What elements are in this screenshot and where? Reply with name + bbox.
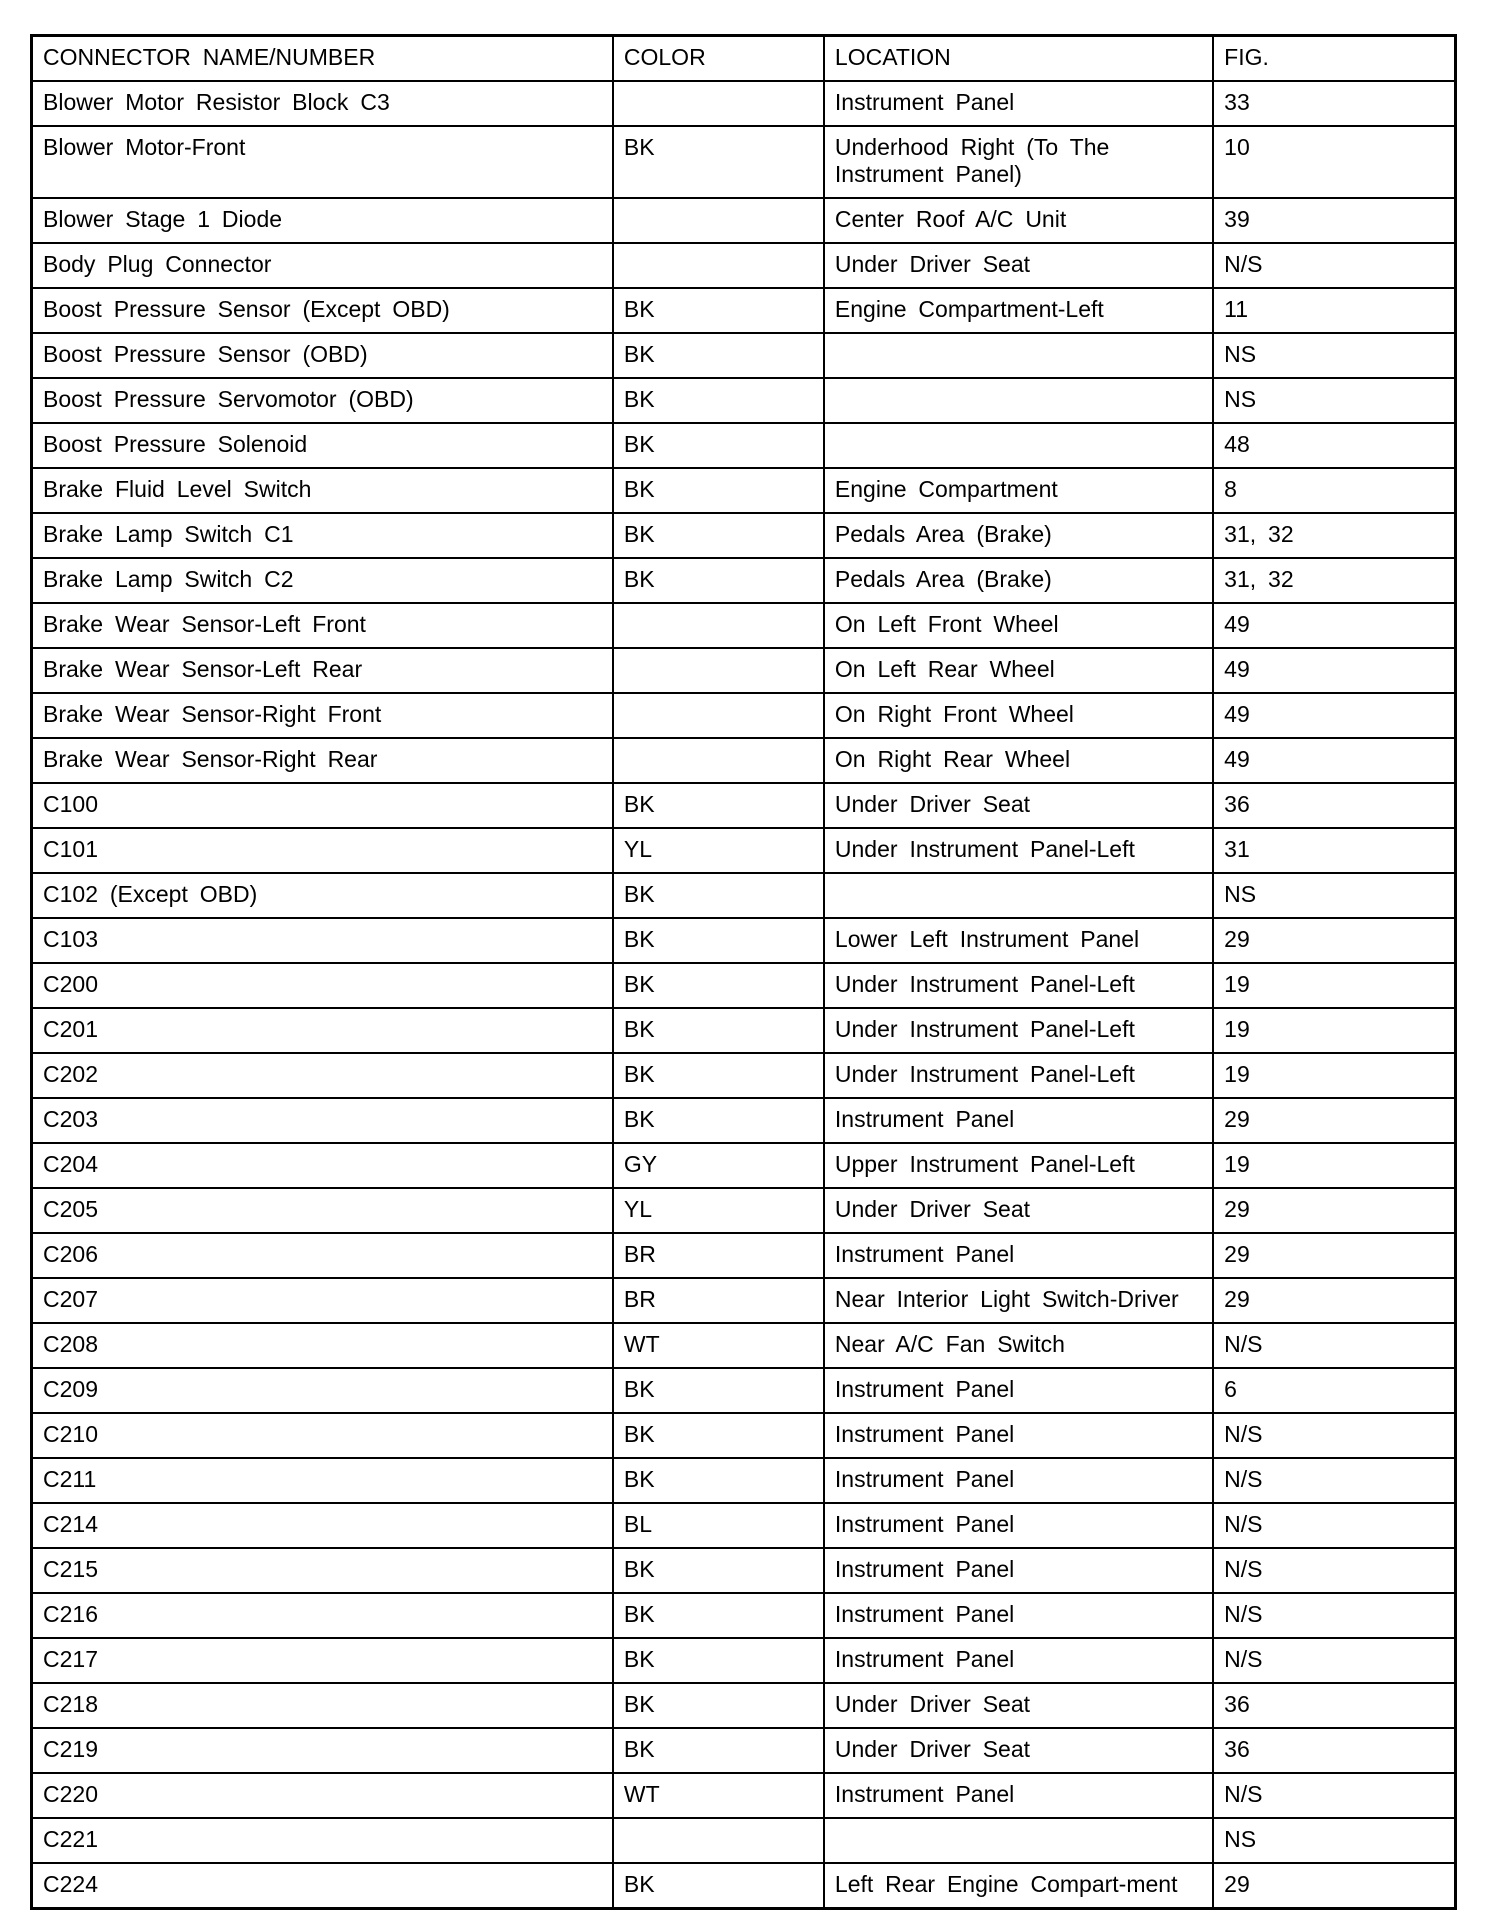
- cell-color: [613, 738, 824, 783]
- table-row: [32, 1548, 1456, 1593]
- cell-location: Center Roof A/C Unit: [824, 198, 1213, 243]
- table-row: [32, 198, 1456, 243]
- cell-connector-name: Boost Pressure Sensor (OBD): [32, 333, 613, 378]
- cell-location: Instrument Panel: [824, 81, 1213, 126]
- table-row: [32, 1368, 1456, 1413]
- cell-connector-name: Brake Fluid Level Switch: [32, 468, 613, 513]
- cell-location: Instrument Panel: [824, 1593, 1213, 1638]
- table-row: [32, 81, 1456, 126]
- cell-location: [824, 333, 1213, 378]
- cell-fig: 6: [1213, 1368, 1455, 1413]
- cell-location: [824, 378, 1213, 423]
- cell-connector-name: C207: [32, 1278, 613, 1323]
- table-row: [32, 963, 1456, 1008]
- table-row: [32, 1593, 1456, 1638]
- cell-location: Engine Compartment: [824, 468, 1213, 513]
- cell-connector-name: Boost Pressure Sensor (Except OBD): [32, 288, 613, 333]
- cell-fig: 29: [1213, 918, 1455, 963]
- cell-fig: 31: [1213, 828, 1455, 873]
- cell-fig: 49: [1213, 603, 1455, 648]
- cell-color: BK: [613, 783, 824, 828]
- cell-fig: 19: [1213, 1143, 1455, 1188]
- table-row: [32, 1143, 1456, 1188]
- table-row: [32, 1233, 1456, 1278]
- header-color: COLOR: [613, 36, 824, 82]
- cell-location: Under Driver Seat: [824, 243, 1213, 288]
- cell-connector-name: C208: [32, 1323, 613, 1368]
- cell-fig: 31, 32: [1213, 558, 1455, 603]
- cell-color: BK: [613, 1728, 824, 1773]
- table-row: [32, 378, 1456, 423]
- table-row: [32, 1638, 1456, 1683]
- cell-location: Underhood Right (To The Instrument Panel): [824, 126, 1213, 198]
- cell-fig: NS: [1213, 333, 1455, 378]
- cell-connector-name: Brake Wear Sensor-Right Front: [32, 693, 613, 738]
- cell-location: Pedals Area (Brake): [824, 558, 1213, 603]
- cell-connector-name: C216: [32, 1593, 613, 1638]
- cell-color: BK: [613, 918, 824, 963]
- cell-location: [824, 873, 1213, 918]
- cell-connector-name: C210: [32, 1413, 613, 1458]
- cell-connector-name: Body Plug Connector: [32, 243, 613, 288]
- table-row: [32, 1278, 1456, 1323]
- cell-color: WT: [613, 1323, 824, 1368]
- cell-color: BK: [613, 1593, 824, 1638]
- cell-connector-name: Brake Wear Sensor-Left Front: [32, 603, 613, 648]
- cell-fig: N/S: [1213, 243, 1455, 288]
- table-body: [32, 81, 1456, 1909]
- header-row: [32, 36, 1456, 82]
- cell-fig: 31, 32: [1213, 513, 1455, 558]
- cell-color: BK: [613, 1863, 824, 1909]
- cell-location: Instrument Panel: [824, 1773, 1213, 1818]
- cell-color: BR: [613, 1278, 824, 1323]
- cell-fig: 36: [1213, 783, 1455, 828]
- cell-color: [613, 198, 824, 243]
- cell-connector-name: C204: [32, 1143, 613, 1188]
- cell-connector-name: C217: [32, 1638, 613, 1683]
- cell-fig: N/S: [1213, 1323, 1455, 1368]
- cell-connector-name: C202: [32, 1053, 613, 1098]
- table-row: [32, 1818, 1456, 1863]
- cell-color: BK: [613, 423, 824, 468]
- cell-connector-name: C200: [32, 963, 613, 1008]
- cell-location: [824, 1818, 1213, 1863]
- table-row: [32, 1053, 1456, 1098]
- cell-connector-name: C201: [32, 1008, 613, 1053]
- cell-color: BK: [613, 1683, 824, 1728]
- cell-location: Under Driver Seat: [824, 783, 1213, 828]
- cell-fig: N/S: [1213, 1638, 1455, 1683]
- table-row: [32, 873, 1456, 918]
- cell-fig: 11: [1213, 288, 1455, 333]
- cell-fig: 49: [1213, 738, 1455, 783]
- cell-location: Instrument Panel: [824, 1638, 1213, 1683]
- cell-location: Under Driver Seat: [824, 1683, 1213, 1728]
- connector-location-table: [30, 34, 1457, 1910]
- cell-connector-name: Brake Wear Sensor-Right Rear: [32, 738, 613, 783]
- cell-color: BK: [613, 288, 824, 333]
- cell-location: Near Interior Light Switch-Driver: [824, 1278, 1213, 1323]
- cell-location: Under Instrument Panel-Left: [824, 1053, 1213, 1098]
- header-fig: FIG.: [1213, 36, 1455, 82]
- table-row: [32, 1458, 1456, 1503]
- cell-fig: 19: [1213, 963, 1455, 1008]
- cell-location: Under Driver Seat: [824, 1188, 1213, 1233]
- cell-location: Under Instrument Panel-Left: [824, 963, 1213, 1008]
- cell-location: Under Instrument Panel-Left: [824, 1008, 1213, 1053]
- cell-location: On Left Front Wheel: [824, 603, 1213, 648]
- cell-color: [613, 81, 824, 126]
- cell-fig: 49: [1213, 693, 1455, 738]
- cell-connector-name: Blower Stage 1 Diode: [32, 198, 613, 243]
- cell-color: BK: [613, 963, 824, 1008]
- cell-color: BK: [613, 558, 824, 603]
- cell-fig: N/S: [1213, 1413, 1455, 1458]
- cell-connector-name: C218: [32, 1683, 613, 1728]
- table-row: [32, 1503, 1456, 1548]
- cell-location: Instrument Panel: [824, 1503, 1213, 1548]
- cell-fig: 10: [1213, 126, 1455, 198]
- cell-connector-name: C211: [32, 1458, 613, 1503]
- table-row: [32, 558, 1456, 603]
- cell-color: [613, 1818, 824, 1863]
- cell-fig: 8: [1213, 468, 1455, 513]
- cell-fig: 36: [1213, 1728, 1455, 1773]
- cell-color: BK: [613, 873, 824, 918]
- cell-location: Instrument Panel: [824, 1458, 1213, 1503]
- cell-location: Lower Left Instrument Panel: [824, 918, 1213, 963]
- cell-connector-name: Blower Motor-Front: [32, 126, 613, 198]
- cell-location: On Right Front Wheel: [824, 693, 1213, 738]
- table-row: [32, 423, 1456, 468]
- cell-color: YL: [613, 828, 824, 873]
- cell-connector-name: C100: [32, 783, 613, 828]
- cell-location: Upper Instrument Panel-Left: [824, 1143, 1213, 1188]
- cell-connector-name: C102 (Except OBD): [32, 873, 613, 918]
- cell-fig: 29: [1213, 1188, 1455, 1233]
- table-row: [32, 1683, 1456, 1728]
- cell-fig: 48: [1213, 423, 1455, 468]
- cell-connector-name: Boost Pressure Solenoid: [32, 423, 613, 468]
- cell-color: BK: [613, 1638, 824, 1683]
- cell-color: WT: [613, 1773, 824, 1818]
- header-connector-name: CONNECTOR NAME/NUMBER: [32, 36, 613, 82]
- cell-location: [824, 423, 1213, 468]
- header-location: LOCATION: [824, 36, 1213, 82]
- table-row: [32, 288, 1456, 333]
- table-row: [32, 243, 1456, 288]
- table-row: [32, 126, 1456, 198]
- table-row: [32, 918, 1456, 963]
- cell-connector-name: C214: [32, 1503, 613, 1548]
- cell-fig: 36: [1213, 1683, 1455, 1728]
- cell-connector-name: C221: [32, 1818, 613, 1863]
- cell-fig: NS: [1213, 1818, 1455, 1863]
- cell-fig: 29: [1213, 1863, 1455, 1909]
- table-row: [32, 1188, 1456, 1233]
- cell-location: Near A/C Fan Switch: [824, 1323, 1213, 1368]
- cell-color: BK: [613, 513, 824, 558]
- cell-location: On Right Rear Wheel: [824, 738, 1213, 783]
- cell-location: Under Instrument Panel-Left: [824, 828, 1213, 873]
- table-row: [32, 1323, 1456, 1368]
- cell-connector-name: Boost Pressure Servomotor (OBD): [32, 378, 613, 423]
- cell-color: BK: [613, 126, 824, 198]
- table-row: [32, 468, 1456, 513]
- cell-connector-name: Brake Lamp Switch C1: [32, 513, 613, 558]
- cell-fig: 29: [1213, 1233, 1455, 1278]
- cell-color: BK: [613, 1008, 824, 1053]
- table-row: [32, 603, 1456, 648]
- cell-connector-name: C103: [32, 918, 613, 963]
- cell-fig: N/S: [1213, 1593, 1455, 1638]
- cell-fig: N/S: [1213, 1458, 1455, 1503]
- table-row: [32, 1773, 1456, 1818]
- table-header: [32, 36, 1456, 82]
- cell-connector-name: C205: [32, 1188, 613, 1233]
- cell-fig: 19: [1213, 1008, 1455, 1053]
- cell-color: BK: [613, 1053, 824, 1098]
- table-row: [32, 1098, 1456, 1143]
- table-row: [32, 828, 1456, 873]
- cell-fig: 49: [1213, 648, 1455, 693]
- cell-fig: N/S: [1213, 1503, 1455, 1548]
- cell-color: BK: [613, 1368, 824, 1413]
- table-row: [32, 783, 1456, 828]
- cell-connector-name: Brake Wear Sensor-Left Rear: [32, 648, 613, 693]
- table-row: [32, 1008, 1456, 1053]
- table-row: [32, 333, 1456, 378]
- cell-color: BL: [613, 1503, 824, 1548]
- cell-connector-name: C215: [32, 1548, 613, 1593]
- cell-connector-name: C203: [32, 1098, 613, 1143]
- cell-fig: 39: [1213, 198, 1455, 243]
- cell-color: BK: [613, 1548, 824, 1593]
- cell-location: Under Driver Seat: [824, 1728, 1213, 1773]
- cell-location: Instrument Panel: [824, 1368, 1213, 1413]
- cell-color: BK: [613, 1098, 824, 1143]
- cell-color: BK: [613, 378, 824, 423]
- cell-color: BK: [613, 1458, 824, 1503]
- cell-location: Instrument Panel: [824, 1413, 1213, 1458]
- cell-connector-name: C209: [32, 1368, 613, 1413]
- cell-connector-name: C220: [32, 1773, 613, 1818]
- cell-color: BK: [613, 333, 824, 378]
- cell-fig: 29: [1213, 1278, 1455, 1323]
- cell-color: [613, 693, 824, 738]
- table-row: [32, 738, 1456, 783]
- table-row: [32, 693, 1456, 738]
- cell-location: Engine Compartment-Left: [824, 288, 1213, 333]
- cell-connector-name: Blower Motor Resistor Block C3: [32, 81, 613, 126]
- cell-color: BR: [613, 1233, 824, 1278]
- cell-color: BK: [613, 468, 824, 513]
- cell-color: BK: [613, 1413, 824, 1458]
- cell-color: [613, 648, 824, 693]
- cell-color: [613, 243, 824, 288]
- cell-color: [613, 603, 824, 648]
- cell-color: GY: [613, 1143, 824, 1188]
- table-row: [32, 1413, 1456, 1458]
- cell-location: Instrument Panel: [824, 1098, 1213, 1143]
- cell-fig: NS: [1213, 378, 1455, 423]
- cell-location: On Left Rear Wheel: [824, 648, 1213, 693]
- table-row: [32, 1728, 1456, 1773]
- cell-fig: 33: [1213, 81, 1455, 126]
- cell-color: YL: [613, 1188, 824, 1233]
- cell-connector-name: Brake Lamp Switch C2: [32, 558, 613, 603]
- cell-location: Left Rear Engine Compart-ment: [824, 1863, 1213, 1909]
- table-row: [32, 648, 1456, 693]
- cell-fig: N/S: [1213, 1548, 1455, 1593]
- cell-location: Pedals Area (Brake): [824, 513, 1213, 558]
- cell-fig: NS: [1213, 873, 1455, 918]
- cell-fig: 29: [1213, 1098, 1455, 1143]
- cell-connector-name: C224: [32, 1863, 613, 1909]
- cell-location: Instrument Panel: [824, 1548, 1213, 1593]
- cell-fig: N/S: [1213, 1773, 1455, 1818]
- cell-fig: 19: [1213, 1053, 1455, 1098]
- cell-connector-name: C101: [32, 828, 613, 873]
- cell-connector-name: C206: [32, 1233, 613, 1278]
- cell-connector-name: C219: [32, 1728, 613, 1773]
- table-row: [32, 513, 1456, 558]
- table-row: [32, 1863, 1456, 1909]
- cell-location: Instrument Panel: [824, 1233, 1213, 1278]
